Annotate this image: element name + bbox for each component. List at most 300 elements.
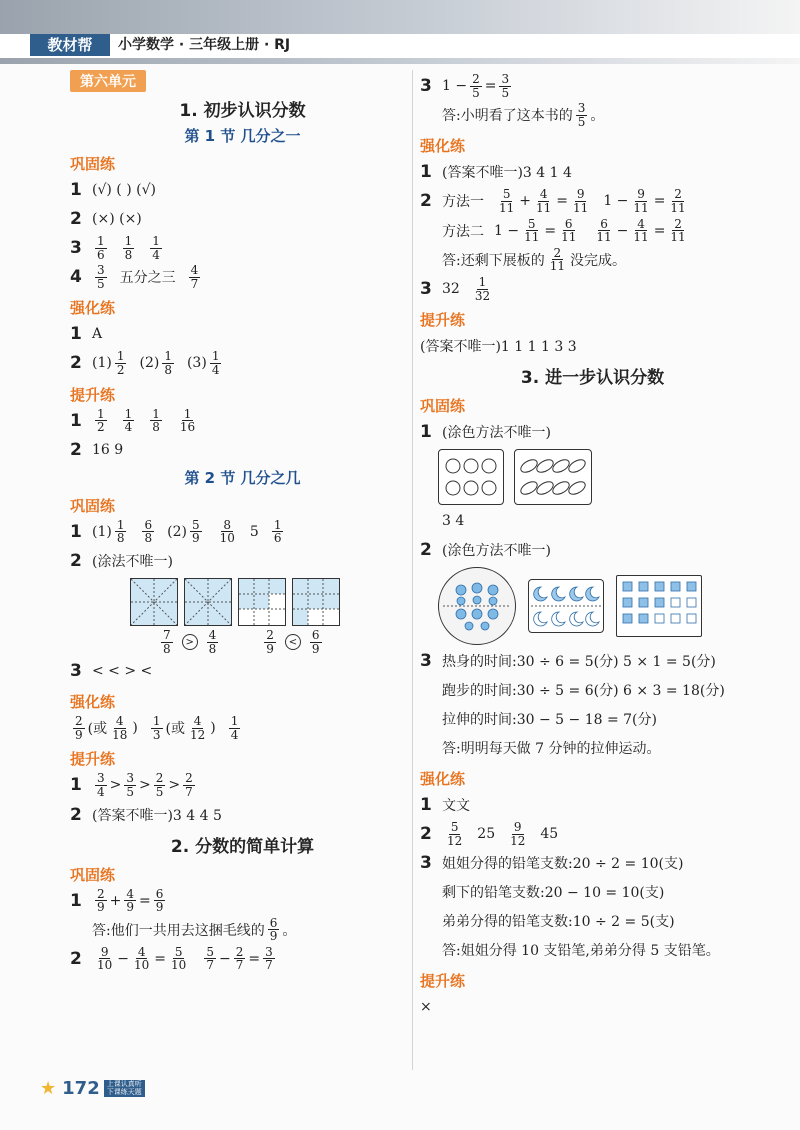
- numerator: 2: [674, 216, 682, 231]
- denominator: 10: [219, 531, 235, 546]
- operator: >: [109, 777, 122, 794]
- section-qianghua: 强化练: [70, 299, 116, 318]
- answer-row: [70, 772, 415, 798]
- answer-row: [420, 706, 765, 732]
- numerator: 1: [124, 406, 133, 421]
- method-label: 方法一: [442, 194, 484, 211]
- compare-symbol: >: [182, 634, 198, 650]
- answer-row: [420, 159, 765, 185]
- fraction: [115, 519, 127, 545]
- answer-text: (涂色方法不唯一): [442, 425, 551, 442]
- denominator: 11: [573, 200, 589, 215]
- fraction: [668, 218, 687, 244]
- item-number: 3: [420, 279, 432, 300]
- answer-text: 1 −: [494, 222, 520, 239]
- item-number: 2: [420, 540, 432, 561]
- item-number: 2: [70, 209, 82, 229]
- operator: =: [139, 892, 151, 909]
- answer-row: [420, 994, 765, 1020]
- answer-row: [420, 419, 765, 445]
- answer-row: [420, 937, 765, 963]
- item-number: 1: [70, 410, 82, 431]
- fraction: [154, 772, 166, 798]
- fraction: [508, 821, 527, 847]
- denominator: 5: [155, 784, 164, 799]
- section-tisheng: 提升练: [70, 385, 116, 404]
- numerator: 1: [116, 517, 125, 532]
- answer-text: < < > <: [92, 663, 153, 680]
- answer-text: 5: [249, 523, 259, 540]
- answer-text: 45: [540, 826, 559, 843]
- numerator: 3: [501, 72, 510, 86]
- item-number: 2: [420, 191, 432, 212]
- item-number: 1: [70, 324, 82, 345]
- numerator: 1: [116, 349, 125, 364]
- denominator: 7: [185, 784, 193, 799]
- fraction: [522, 218, 541, 244]
- fraction: [142, 519, 154, 545]
- denominator: 12: [510, 833, 526, 848]
- denominator: 18: [112, 727, 128, 742]
- numerator: 2: [472, 72, 480, 86]
- numerator: 5: [502, 187, 511, 202]
- item-number: 2: [420, 824, 432, 845]
- item-number: 1: [420, 162, 432, 183]
- compare-symbol: <: [285, 634, 301, 650]
- item-number: 3: [70, 661, 82, 682]
- shading-figure: [438, 567, 765, 645]
- answer-text: 拉伸的时间:30 − 5 − 18 = 7(分): [442, 712, 657, 729]
- answer-text: 五分之三: [119, 270, 176, 287]
- denominator: 9: [191, 531, 200, 546]
- fraction: [268, 917, 280, 943]
- fraction: [272, 519, 284, 545]
- answer-row: [70, 658, 415, 684]
- operator: =: [653, 222, 666, 239]
- answer-text: 16 9: [92, 441, 124, 458]
- denominator: 4: [230, 727, 239, 742]
- denominator: 7: [206, 958, 214, 973]
- fraction: [123, 408, 135, 434]
- numerator: 8: [223, 517, 232, 532]
- numerator: 5: [191, 517, 200, 532]
- answer-row: [70, 206, 415, 232]
- answer-row: [70, 917, 415, 943]
- fraction: [95, 235, 107, 261]
- denominator: 4: [97, 784, 105, 799]
- operator: +: [109, 892, 122, 909]
- numerator: 6: [564, 216, 573, 231]
- answer-row: [420, 677, 765, 703]
- denominator: 11: [499, 200, 515, 215]
- answer-text: 答:明明每天做 7 分钟的拉伸运动。: [442, 741, 661, 758]
- lesson-title: 3. 进一步认识分数: [520, 368, 665, 389]
- answer-text: 答:他们一共用去这捆毛线的: [92, 922, 265, 939]
- denominator: 4: [152, 247, 160, 262]
- item-number: 1: [70, 180, 82, 200]
- answer-text: 姐姐分得的铅笔支数:20 ÷ 2 = 10(支): [442, 856, 684, 873]
- fraction: [229, 715, 241, 741]
- moon-box: [528, 579, 604, 633]
- numerator: 2: [266, 627, 274, 642]
- section-qianghua: 强化练: [420, 770, 466, 789]
- denominator: 8: [116, 531, 125, 546]
- denominator: 11: [633, 200, 649, 215]
- denominator: 12: [189, 727, 206, 742]
- numerator: 2: [235, 944, 244, 959]
- answer-text: ): [210, 720, 216, 737]
- numerator: 1: [152, 234, 160, 248]
- numerator: 2: [553, 245, 562, 260]
- fraction: [188, 715, 207, 741]
- item-number: 4: [70, 267, 82, 288]
- fraction: [548, 247, 567, 273]
- denominator: 16: [179, 420, 196, 435]
- numerator: 7: [163, 627, 171, 642]
- numerator: 6: [311, 627, 320, 642]
- section-gonggu: 巩固练: [70, 155, 116, 173]
- denominator: 7: [190, 276, 199, 291]
- item-number: 3: [420, 76, 432, 97]
- denominator: 2: [116, 362, 125, 377]
- fraction: [473, 276, 492, 302]
- denominator: 9: [75, 727, 83, 742]
- numerator: 1: [152, 714, 161, 729]
- answer-row: [70, 437, 415, 463]
- numerator: 9: [513, 820, 522, 835]
- answer-row: [420, 648, 765, 674]
- numerator: 1: [97, 406, 105, 421]
- fraction: [576, 102, 588, 128]
- fraction: [190, 519, 202, 545]
- fraction: [150, 408, 162, 434]
- denominator: 5: [472, 85, 480, 100]
- operator: −: [616, 222, 629, 239]
- numerator: 6: [144, 517, 153, 532]
- fraction: [594, 218, 613, 244]
- section-qianghua: 强化练: [420, 137, 466, 156]
- item-number: 1: [420, 422, 432, 443]
- shaded-square: [184, 578, 232, 626]
- fraction: [95, 888, 107, 914]
- denominator: 32: [474, 288, 491, 303]
- section-gonggu: 巩固练: [70, 496, 116, 515]
- part-label: (2): [139, 355, 160, 372]
- numerator: 5: [527, 216, 536, 231]
- answer-row: [420, 247, 765, 273]
- section-tisheng: 提升练: [70, 750, 116, 769]
- item-number: 2: [70, 353, 82, 374]
- numerator: 2: [155, 771, 164, 786]
- fraction: [264, 629, 276, 655]
- fraction: [132, 946, 151, 972]
- leaf-box: [514, 449, 592, 505]
- footer-tag: [104, 1080, 145, 1097]
- denominator: 8: [152, 420, 160, 435]
- numerator: 5: [174, 944, 183, 959]
- answer-text: (√) ( ) (√): [92, 182, 156, 198]
- item-number: 1: [70, 775, 82, 796]
- unit-tag: 第六单元: [70, 70, 146, 92]
- denominator: 9: [311, 641, 320, 656]
- answer-row: [420, 276, 765, 302]
- fraction: [124, 888, 136, 914]
- answer-row: [70, 177, 415, 203]
- item-number: 3: [420, 853, 432, 874]
- right-column: [420, 70, 765, 1023]
- lesson-title: 2. 分数的简单计算: [170, 836, 315, 857]
- answer-text: 文文: [442, 798, 470, 815]
- answer-text: (或: [87, 721, 108, 738]
- denominator: 11: [670, 200, 686, 215]
- denominator: 7: [265, 958, 273, 973]
- numerator: 5: [450, 820, 459, 835]
- operator: −: [218, 950, 231, 967]
- operator: >: [168, 777, 181, 794]
- fraction: [169, 946, 188, 972]
- denominator: 5: [97, 276, 105, 291]
- numerator: 1: [211, 349, 220, 364]
- item-number: 3: [420, 651, 432, 672]
- fraction: [124, 772, 136, 798]
- shaded-square: [238, 578, 286, 626]
- fraction: [178, 408, 197, 434]
- denominator: 11: [633, 230, 649, 245]
- fraction: [310, 629, 322, 655]
- answer-text: 弟弟分得的铅笔支数:10 ÷ 2 = 5(支): [442, 914, 675, 931]
- flower-circle: [438, 567, 516, 645]
- answer-row: [420, 188, 765, 214]
- answer-text: 1 −: [442, 78, 468, 95]
- section-gonggu: 巩固练: [70, 865, 116, 884]
- denominator: 8: [208, 641, 217, 656]
- denominator: 12: [447, 833, 463, 848]
- item-number: 3: [70, 238, 82, 259]
- denominator: 2: [97, 420, 105, 435]
- fraction: [571, 188, 590, 214]
- numerator: 6: [600, 216, 608, 231]
- numerator: 4: [137, 944, 146, 959]
- numerator: 6: [269, 915, 278, 930]
- smiley-box: [438, 449, 504, 505]
- answer-row: [420, 218, 765, 244]
- comparison-row: [158, 629, 415, 655]
- fraction: [445, 821, 464, 847]
- fraction: [263, 946, 275, 972]
- numerator: 3: [265, 944, 273, 959]
- brand-logo: 教材帮: [30, 34, 110, 56]
- fraction: [218, 519, 237, 545]
- fraction: [470, 73, 482, 99]
- denominator: 11: [536, 200, 552, 215]
- answer-row: [70, 548, 415, 574]
- answer-row: [420, 821, 765, 847]
- fraction: [95, 264, 107, 290]
- item-number: 1: [420, 795, 432, 816]
- fraction: [234, 946, 246, 972]
- method-label: 方法二: [442, 223, 484, 240]
- page-footer: [40, 1078, 145, 1099]
- shaded-square: [292, 578, 340, 626]
- shading-figure: [130, 578, 415, 626]
- denominator: 9: [155, 900, 164, 915]
- numerator: 1: [152, 406, 160, 421]
- numerator: 2: [97, 886, 105, 901]
- numerator: 3: [97, 771, 105, 786]
- denominator: 5: [501, 85, 510, 100]
- answer-row: [70, 235, 415, 261]
- numerator: 2: [75, 714, 83, 729]
- denominator: 8: [164, 362, 172, 377]
- answer-text: 。: [282, 922, 297, 939]
- answer-text: 答:姐姐分得 10 支铅笔,弟弟分得 5 支铅笔。: [442, 943, 720, 960]
- operator: −: [117, 950, 130, 967]
- denominator: 9: [269, 929, 278, 944]
- answer-text: (涂色方法不唯一): [442, 543, 551, 560]
- numerator: 5: [206, 944, 214, 959]
- answer-row: [70, 946, 415, 972]
- denominator: 5: [126, 784, 135, 799]
- lesson-title: 1. 初步认识分数: [179, 101, 306, 121]
- numerator: 2: [674, 187, 682, 202]
- fraction: [204, 946, 216, 972]
- section-title: 第 2 节 几分之几: [184, 468, 301, 487]
- fraction: [631, 188, 650, 214]
- answer-row: [420, 73, 765, 99]
- denominator: 11: [670, 230, 686, 245]
- part-label: (1): [92, 523, 112, 540]
- answer-row: [70, 715, 415, 741]
- fraction: [499, 73, 511, 99]
- part-label: (3): [186, 355, 207, 372]
- denominator: 5: [577, 114, 586, 129]
- denominator: 3: [152, 727, 161, 742]
- answer-row: [70, 519, 415, 545]
- operator: >: [139, 777, 151, 794]
- fraction: [110, 715, 129, 741]
- shading-figure: [438, 449, 765, 505]
- part-label: (2): [167, 523, 187, 540]
- numerator: 4: [193, 714, 202, 729]
- denominator: 10: [134, 958, 150, 973]
- denominator: 8: [124, 247, 133, 262]
- answer-row: [420, 537, 765, 563]
- numerator: 1: [183, 406, 192, 421]
- numerator: 6: [155, 886, 164, 901]
- fraction: [73, 715, 85, 741]
- operator: =: [484, 78, 497, 95]
- section-gonggu: 巩固练: [420, 397, 466, 416]
- operator: =: [154, 950, 167, 967]
- answer-text: 答:小明看了这本书的: [442, 108, 573, 125]
- numerator: 4: [126, 886, 135, 901]
- answer-text: ): [132, 720, 138, 737]
- fraction: [95, 946, 114, 972]
- fraction: [161, 629, 173, 655]
- answer-row: [420, 735, 765, 761]
- denominator: 10: [97, 958, 113, 973]
- answer-row: [420, 508, 765, 534]
- answer-row: [420, 102, 765, 128]
- denominator: 6: [97, 247, 105, 262]
- left-column: [70, 70, 415, 975]
- denominator: 10: [171, 958, 187, 973]
- answer-text: (×) (×): [92, 211, 142, 227]
- answer-text: (答案不唯一)3 4 4 5: [92, 807, 222, 824]
- answer-text: (答案不唯一)3 4 1 4: [442, 165, 572, 182]
- answer-row: [70, 321, 415, 347]
- denominator: 9: [97, 900, 105, 915]
- numerator: 4: [539, 187, 548, 202]
- page-number: 172: [62, 1078, 100, 1099]
- item-number: 2: [70, 804, 82, 825]
- numerator: 4: [208, 627, 217, 642]
- fraction: [189, 264, 201, 290]
- fraction: [559, 218, 578, 244]
- fraction: [162, 350, 174, 376]
- fraction: [154, 888, 166, 914]
- numerator: 1: [273, 517, 282, 532]
- answer-text: 25: [477, 826, 496, 843]
- section-tisheng: 提升练: [420, 972, 466, 991]
- answer-row: [70, 802, 415, 828]
- numerator: 3: [126, 771, 135, 786]
- fraction: [95, 408, 107, 434]
- section-qianghua: 强化练: [70, 693, 116, 712]
- answer-text: ×: [420, 999, 432, 1016]
- fraction: [668, 188, 687, 214]
- fraction: [534, 188, 553, 214]
- answer-row: [70, 264, 415, 290]
- answer-row: [70, 888, 415, 914]
- denominator: 11: [549, 259, 565, 274]
- numerator: 1: [164, 349, 172, 364]
- answer-text: (涂法不唯一): [92, 553, 173, 570]
- answer-row: [420, 908, 765, 934]
- operator: =: [653, 193, 666, 210]
- answer-text: 。: [590, 108, 605, 125]
- fraction: [631, 218, 650, 244]
- answer-text: 3 4: [442, 513, 465, 530]
- operator: =: [248, 950, 261, 967]
- numerator: 4: [115, 714, 124, 729]
- answer-text: (答案不唯一)1 1 1 1 3 3: [420, 339, 577, 356]
- answer-text: 热身的时间:30 ÷ 6 = 5(分) 5 × 1 = 5(分): [442, 654, 716, 671]
- star-icon: ★: [40, 1078, 57, 1099]
- answer-text: 没完成。: [570, 252, 626, 269]
- operator: =: [556, 193, 569, 210]
- answer-text: 32: [442, 281, 460, 298]
- answer-text: 跑步的时间:30 ÷ 5 = 6(分) 6 × 3 = 18(分): [442, 683, 725, 700]
- operator: =: [544, 222, 557, 239]
- operator: +: [519, 193, 532, 210]
- numerator: 4: [637, 216, 645, 231]
- answer-text: 答:还剩下展板的: [442, 252, 545, 269]
- book-title: 小学数学 · 三年级上册 · RJ: [118, 37, 291, 53]
- denominator: 11: [561, 230, 577, 245]
- denominator: 7: [235, 958, 244, 973]
- section-title: 第 1 节 几分之一: [184, 127, 301, 145]
- denominator: 6: [273, 531, 282, 546]
- denominator: 4: [211, 362, 220, 377]
- denominator: 8: [163, 641, 171, 656]
- answer-text: (或: [165, 721, 185, 738]
- answer-row: [70, 408, 415, 434]
- footer-tag-line: 下课练天题: [106, 1087, 142, 1096]
- denominator: 11: [524, 230, 540, 245]
- part-label: (1): [92, 355, 112, 372]
- shaded-square: [130, 578, 178, 626]
